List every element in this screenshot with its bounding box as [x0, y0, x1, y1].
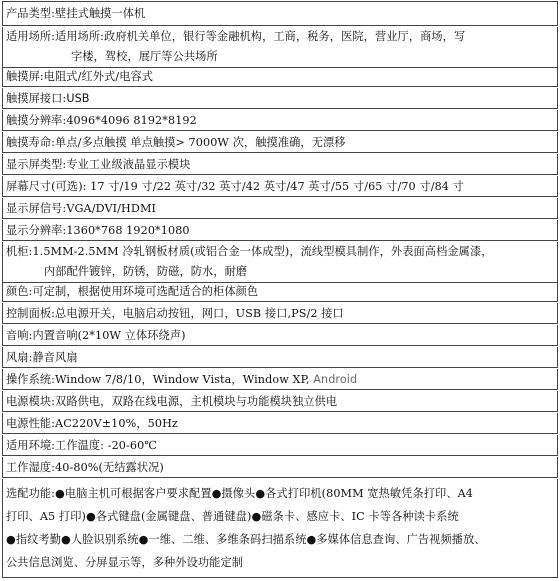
label-display-signal: 显示屏信号: [6, 202, 67, 215]
label-touchscreen: 触摸屏: [6, 70, 44, 83]
row-optional-features [2, 479, 558, 578]
label-control-panel: 控制面板: [6, 307, 56, 320]
value-audio: 内置音响(2*10W 立体环绕声) [32, 329, 186, 342]
row-display-type [2, 154, 558, 175]
value-touchscreen: 电阻式/红外式/电容式 [43, 70, 154, 83]
value-display-type: 专业工业级液晶显示模块 [66, 158, 191, 171]
value-humidity: 40-80%(无结露状况) [55, 461, 164, 474]
row-power-performance [2, 413, 558, 434]
label-product-type: 产品类型: [6, 7, 56, 20]
label-touch-resolution: 触摸分辨率: [6, 114, 67, 127]
value-applicable-places-line2: 字楼，驾校，展厅等公共场所 [71, 50, 218, 63]
label-audio: 音响: [6, 329, 33, 342]
value-control-panel: 总电源开关，电脑启动按钮，网口，USB 接口,PS/2 接口 [55, 307, 344, 320]
row-product-type [2, 1, 558, 26]
value-environment: 工作温度: -20-60℃ [55, 439, 157, 452]
value-optional-features-line2: 打印、A5 打印)●各式键盘(金属键盘、普通键盘)●磁条卡、感应卡、IC 卡等各种读卡系统 [6, 510, 459, 523]
row-applicable-places [2, 27, 558, 68]
row-cabinet [2, 242, 558, 283]
value-applicable-places-line1: 适用场所:政府机关单位，银行等金融机构，工商，税务，医院，营业厅，商场，写 [55, 30, 466, 43]
row-screen-size [2, 176, 558, 197]
row-fan [2, 347, 558, 368]
value-power-module: 双路供电，双路在线电源，主机模块与功能模块独立供电 [55, 395, 338, 408]
value-touch-lifespan: 单点/多点触摸 单点触摸> 7000W 次，触摸准确，无漂移 [55, 136, 346, 149]
row-display-signal [2, 198, 558, 219]
label-environment: 适用环境: [6, 439, 56, 452]
label-os: 操作系统: [6, 373, 56, 386]
value-display-signal: VGA/DVI/HDMI [66, 202, 157, 215]
label-display-type: 显示屏类型: [6, 158, 67, 171]
value-optional-features-line3: ●指纹考勤●人脸识别系统●一维、二维、多维条码扫描系统●多媒体信息查询、广告视频播放、 [6, 533, 486, 546]
label-touch-interface: 触摸屏接口: [6, 92, 67, 105]
value-touch-interface: USB [66, 92, 90, 105]
value-os-android: Android [313, 373, 358, 386]
row-color [2, 281, 558, 302]
value-power-performance: AC220V±10%，50Hz [55, 417, 178, 430]
label-screen-size: 屏幕尺寸 [6, 180, 52, 193]
value-os: Window 7/8/10，Window Vista，Window XP, [55, 373, 310, 386]
row-touch-interface [2, 88, 558, 109]
row-power-module [2, 391, 558, 412]
value-optional-features-line1: ●电脑主机可根据客户要求配置●摄像头●各式打印机(80MM 宽热敏凭条打印、A4 [55, 487, 474, 500]
value-optional-features-line4: 公共信息浏览、分屏显示等，多种外设功能定制 [6, 556, 244, 569]
value-color: 可定制，根据使用环境可选配适合的柜体颜色 [32, 285, 259, 298]
label-optional-features: 选配功能: [6, 487, 56, 500]
row-environment [2, 435, 558, 456]
label-humidity: 工作湿度: [6, 461, 56, 474]
label-power-performance: 电源性能: [6, 417, 56, 430]
value-display-resolution: 1360*768 1920*1080 [66, 224, 190, 237]
row-os [2, 369, 558, 390]
label-fan: 风扇: [6, 351, 33, 364]
value-screen-size: (可选): 17 寸/19 寸/22 英寸/32 英寸/42 英寸/47 英寸/55 寸/65 寸/70 寸/84 寸 [51, 180, 464, 193]
value-touch-resolution: 4096*4096 8192*8192 [66, 114, 197, 127]
label-cabinet: 机柜: [6, 245, 33, 258]
label-power-module: 电源模块: [6, 395, 56, 408]
label-display-resolution: 显示分辨率: [6, 224, 67, 237]
label-color: 颜色: [6, 285, 33, 298]
value-product-type: 壁挂式触摸一体机 [55, 7, 146, 20]
value-cabinet-line1: 1.5MM-2.5MM 冷轧钢板材质(或铝合金一体成型)，流线型模具制作，外表面高档金属漆， [32, 245, 493, 258]
row-display-resolution [2, 220, 558, 241]
row-touch-lifespan [2, 132, 558, 153]
row-touch-resolution [2, 110, 558, 131]
row-audio [2, 325, 558, 346]
value-cabinet-line2: 内部配件镀锌，防锈，防磁，防水，耐磨 [44, 265, 248, 278]
row-control-panel [2, 303, 558, 324]
row-humidity [2, 457, 558, 478]
label-touch-lifespan: 触摸寿命: [6, 136, 56, 149]
value-fan: 静音风扇 [32, 351, 78, 364]
row-touchscreen [2, 66, 558, 87]
label-applicable-places: 适用场所: [6, 30, 56, 43]
